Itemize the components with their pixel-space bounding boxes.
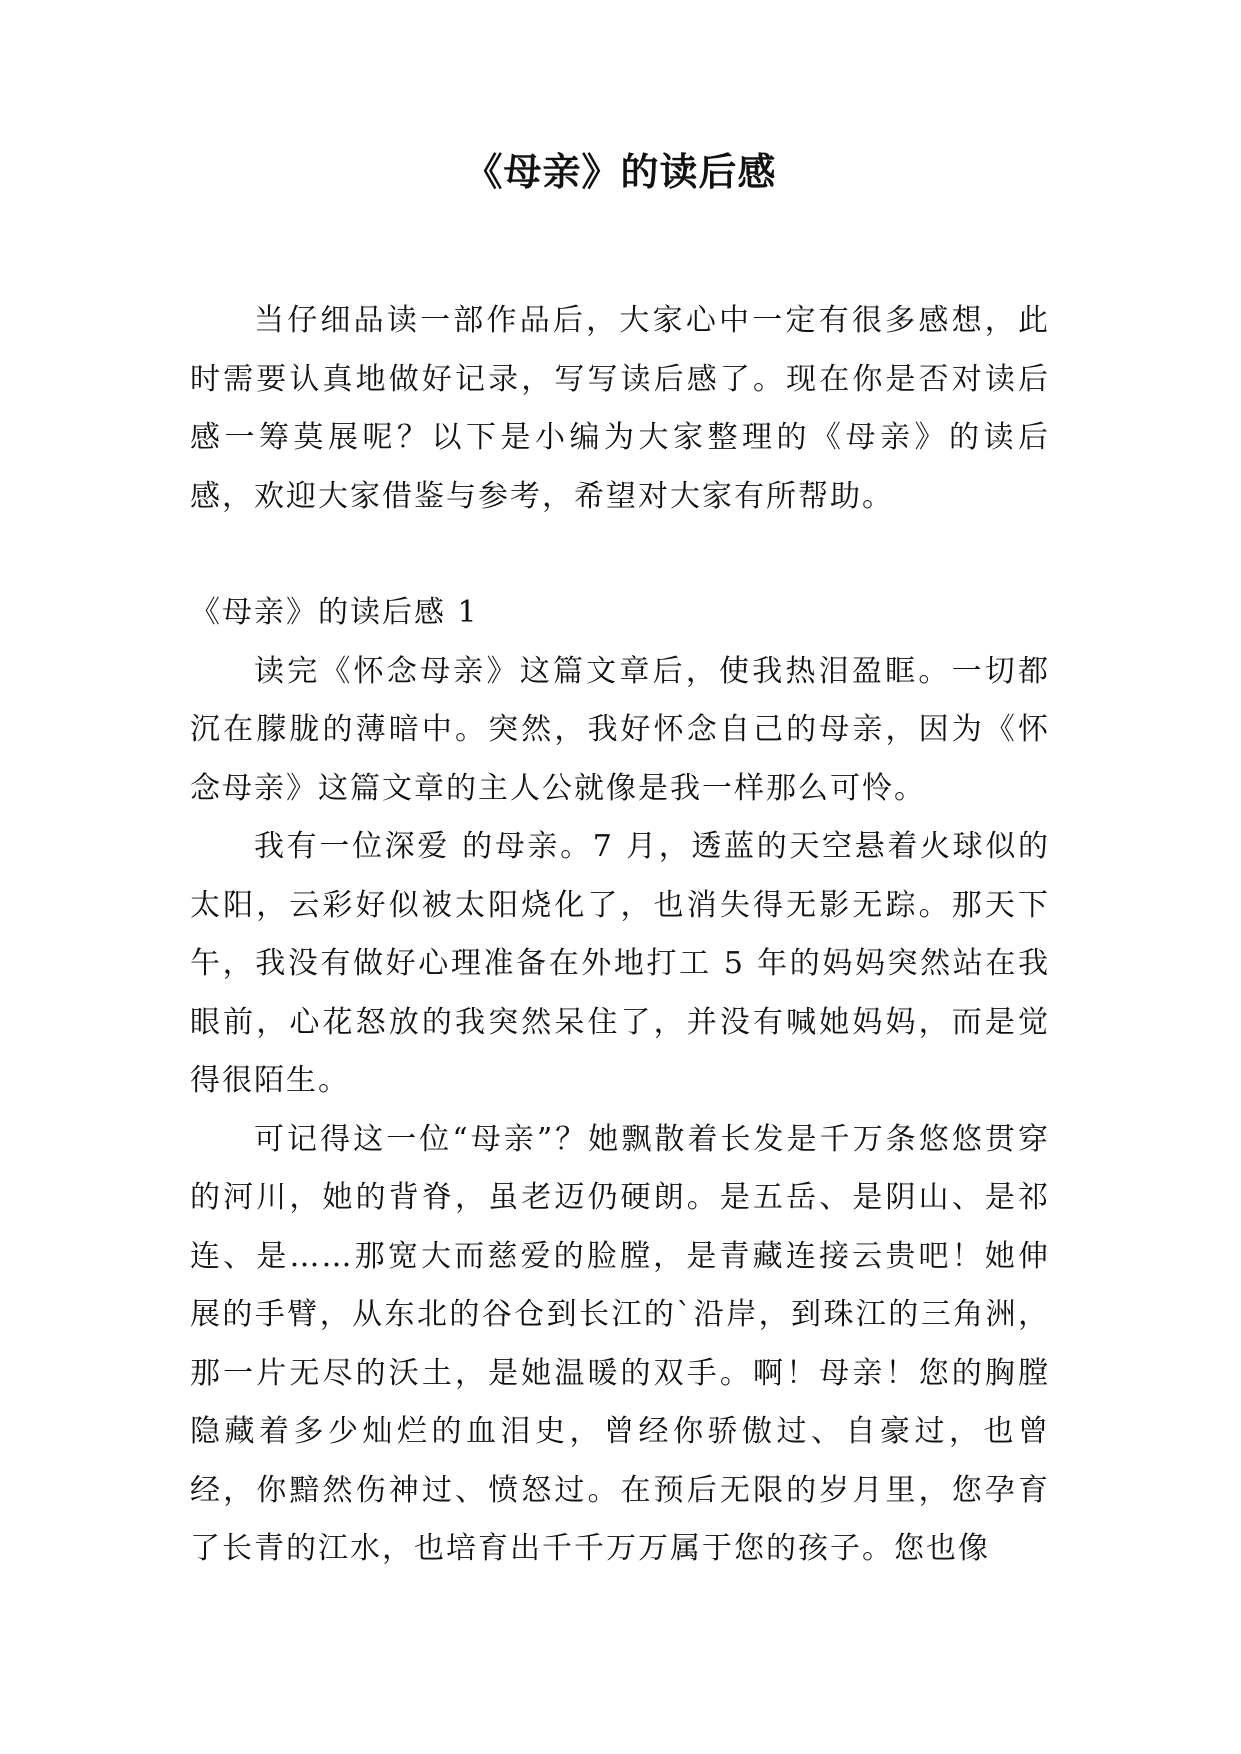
body-paragraph: 我有一位深爱 的母亲。7 月，透蓝的天空悬着火球似的太阳，云彩好似被太阳烧化了，也消失得无影无踪。那天下午，我没有做好心理准备在外地打工 5 年的妈妈突然站在我眼前，心花怒放的我突然呆住了，并没有喊她妈妈，而是觉得很陌生。 [190, 829, 1050, 1098]
paragraph-gap [190, 526, 1050, 584]
document-body [190, 292, 1050, 1579]
body-paragraph: 读完《怀念母亲》这篇文章后，使我热泪盈眶。一切都沉在朦胧的薄暗中。突然，我好怀念自己的母亲，因为《怀念母亲》这篇文章的主人公就像是我一样那么可怜。 [190, 653, 1050, 806]
page-title: 《母亲》的读后感 [464, 150, 777, 194]
body-paragraph: 可记得这一位“母亲”？她飘散着长发是千万条悠悠贯穿的河川，她的背脊，虽老迈仍硬朗。是五岳、是阴山、是祁连、是……那宽大而慈爱的脸膛，是青藏连接云贵吧！她伸展的手臂，从东北的谷仓到长江的`沿岸，到珠江的三角洲，那一片无尽的沃土，是她温暖的双手。啊！母亲！您的胸膛隐藏着多少灿烂的血泪史，曾经你骄傲过、自豪过，也曾经，你黯然伤神过、愤怒过。在预后无限的岁月里，您孕育了长青的江水，也培育出千千万万属于您的孩子。您也像 [190, 1121, 1050, 1566]
intro-paragraph: 当仔细品读一部作品后，大家心中一定有很多感想，此时需要认真地做好记录，写写读后感了。现在你是否对读后感一筹莫展呢？以下是小编为大家整理的《母亲》的读后感，欢迎大家借鉴与参考，希望对大家有所帮助。 [190, 303, 1050, 514]
section-heading: 《母亲》的读后感 1 [190, 595, 479, 630]
